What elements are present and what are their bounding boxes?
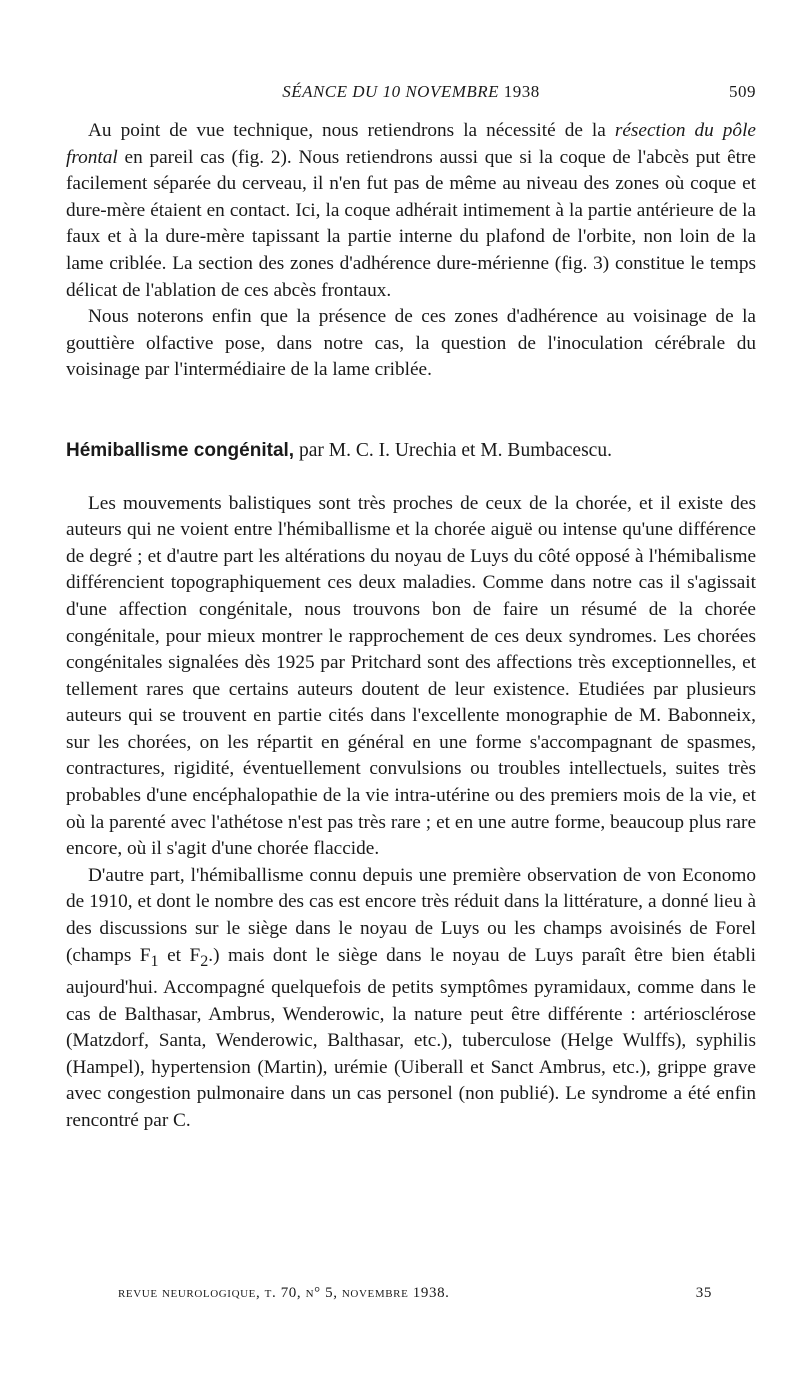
running-head [66,82,756,110]
sheet-number: 35 [695,1285,712,1301]
section-heading [66,438,756,465]
session-title: SÉANCE DU 10 NOVEMBRE [282,82,500,101]
running-head-title [66,82,756,102]
italic-phrase-resection: résection du pôle frontal [66,120,756,168]
paragraph-hemiballisme: D'autre part, l'hémiballisme connu depuis une première observation de von Economo de 1910, et dont le nombre des cas est encore très réduit dans la littérature, a donné lieu à des discussions sur le siège dans le noyau de Luys ou les champs avoisinés de Forel (champs $F_1$ et $F_2$.) mais dont le siège dans le noyau de Luys paraît être bien établi aujourd'hui. Accompagné quelquefois de petits symptômes pyramidaux, comme dans le cas de Balthasar, Ambrus, Wenderowic, la nature peut être différente : artériosclérose (Matzdorf, Santa, Wenderowic, Balthasar, etc.), tuberculose (Helge Wulffs), syphilis (Hampel), hypertension (Martin), urémie (Uiberall et Sanct Ambrus, etc.), grippe grave avec congestion pulmonaire dans un cas personel (non publié). Le syndrome a été enfin rencontré par C. [66,864,756,1132]
paragraph-technique: Au point de vue technique, nous retiendrons la nécessité de la résection du pôle frontal en pareil cas (fig. 2). Nous retiendrons aussi que si la coque de l'abcès put être facilement séparée du cerveau, il n'en fut pas de même au niveau des zones où coque et dure-mère étaient en contact. Ici, la coque adhérait intimement à la partie antérieure de la faux et à la dure-mère tapissant la partie interne du plafond de l'orbite, non loin de la lame criblée. La section des zones d'adhérence dure-mérienne (fig. 3) constitue le temps délicat de l'ablation de ces abcès frontaux. [66,120,756,301]
section-title: Hémiballisme congénital, [66,439,295,461]
section-byline: par M. C. I. Urechia et M. Bumbacescu. [298,439,612,461]
page-number: 509 [729,82,756,101]
paragraph-inoculation: Nous noterons enfin que la présence de ces zones d'adhérence au voisinage de la gouttière olfactive pose, dans notre cas, la question de l'inoculation cérébrale du voisinage par l'intermédiaire de la lame criblée. [66,306,756,381]
article-body [66,118,756,1135]
session-year: 1938 [503,82,540,101]
page-footer [118,1285,712,1309]
journal-reference: revue neurologique, t. 70, n° 5, novembre 1938. [118,1285,450,1301]
paragraph-choree: Les mouvements balistiques sont très proches de ceux de la chorée, et il existe des auteurs qui ne voient entre l'hémiballisme et la chorée aiguë ou intense qu'une différence de degré ; et d'autre part les altérations du noyau de Luys du côté opposé à l'hémibalisme différencient topographiquement ces deux maladies. Comme dans notre cas il s'agissait d'une affection congénitale, nous trouvons bon de faire un résumé de la chorée congénitale, pour mieux montrer le rapprochement de ces deux syndromes. Les chorées congénitales signalées dès 1925 par Pritchard sont des affections très exceptionnelles, et tellement rares que certains auteurs doutent de leur existence. Etudiées par plusieurs auteurs qui se trouvent en partie cités dans l'excellente monographie de M. Babonneix, sur les chorées, on les répartit en général en une forme s'accompagnant de spasmes, contractures, rigidité, éventuellement convulsions ou troubles intellectuels, suites très probables d'une encéphalopathie de la vie intra-utérine ou des premiers mois de la vie, et où la parenté avec l'athétose n'est pas très rare ; et en une autre forme, beaucoup plus rare encore, où il s'agit d'une chorée flaccide. [66,492,756,860]
